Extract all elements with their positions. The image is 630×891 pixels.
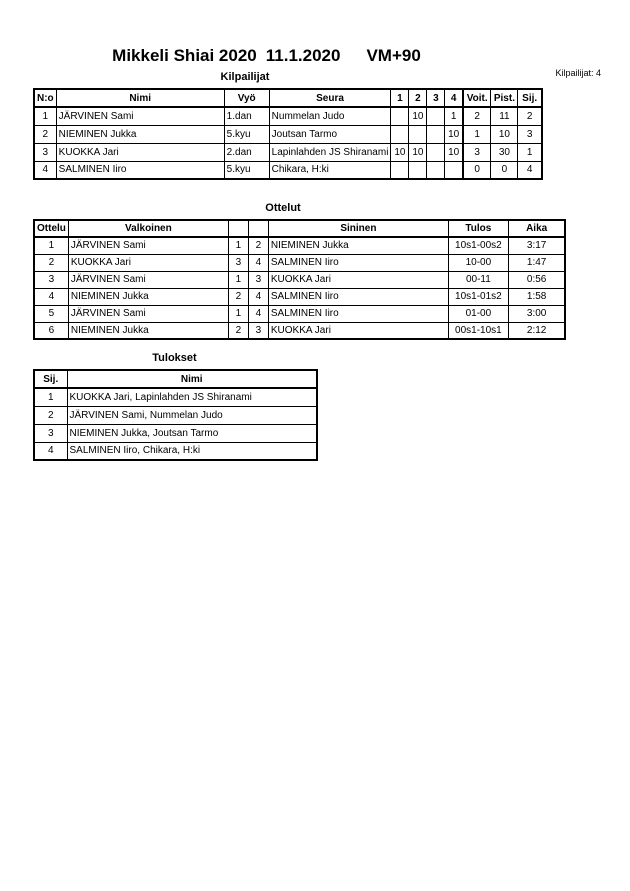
result-name: JÄRVINEN Sami, Nummelan Judo: [67, 406, 317, 424]
competitor-place: 2: [518, 107, 542, 125]
matches-heading: Ottelut: [265, 202, 301, 214]
competitor-place: 1: [518, 143, 542, 161]
header-name: Nimi: [56, 89, 224, 107]
competitor-name: SALMINEN Iiro: [56, 161, 224, 179]
result-place: 2: [34, 406, 67, 424]
header-white-no: [228, 220, 248, 237]
result-vs-2: [409, 125, 427, 143]
match-time: 1:58: [508, 288, 565, 305]
competitor-name: KUOKKA Jari: [56, 143, 224, 161]
blue-name: KUOKKA Jari: [268, 271, 448, 288]
match-number: 1: [34, 237, 68, 254]
page-title: [33, 0, 500, 66]
result-row: [34, 406, 317, 424]
blue-name: SALMINEN Iiro: [268, 254, 448, 271]
white-number: 1: [228, 237, 248, 254]
competitor-belt: 5.kyu: [224, 125, 269, 143]
match-time: 2:12: [508, 322, 565, 339]
blue-name: KUOKKA Jari: [268, 322, 448, 339]
competitor-row: [34, 125, 542, 143]
competitor-club: Nummelan Judo: [269, 107, 391, 125]
match-result: 00s1-10s1: [448, 322, 508, 339]
blue-number: 4: [248, 254, 268, 271]
white-name: KUOKKA Jari: [68, 254, 228, 271]
match-result: 10-00: [448, 254, 508, 271]
result-place: 1: [34, 388, 67, 406]
match-row: [34, 288, 565, 305]
header-opp-2: 2: [409, 89, 427, 107]
result-row: [34, 442, 317, 460]
result-vs-1: [391, 125, 409, 143]
header-result: Tulos: [448, 220, 508, 237]
competitor-number: 1: [34, 107, 56, 125]
title-date: 11.1.2020: [265, 46, 341, 65]
white-name: JÄRVINEN Sami: [68, 305, 228, 322]
result-vs-4: 10: [445, 143, 463, 161]
header-belt: Vyö: [224, 89, 269, 107]
competitor-name: JÄRVINEN Sami: [56, 107, 224, 125]
competitors-header-row: [34, 89, 542, 107]
result-vs-4: 1: [445, 107, 463, 125]
competitor-points: 11: [491, 107, 518, 125]
match-row: [34, 254, 565, 271]
competitor-row: [34, 107, 542, 125]
competitors-section: [33, 71, 630, 180]
blue-number: 2: [248, 237, 268, 254]
competitor-place: 3: [518, 125, 542, 143]
result-place: 3: [34, 424, 67, 442]
competitor-wins: 3: [463, 143, 491, 161]
header-wins: Voit.: [463, 89, 491, 107]
white-number: 1: [228, 271, 248, 288]
blue-number: 4: [248, 305, 268, 322]
competitor-place: 4: [518, 161, 542, 179]
header-club: Seura: [269, 89, 391, 107]
competitor-points: 30: [491, 143, 518, 161]
result-vs-3: [427, 143, 445, 161]
results-header-row: [34, 370, 317, 388]
competitor-points: 0: [491, 161, 518, 179]
header-place: Sij.: [34, 370, 67, 388]
competitor-row: [34, 143, 542, 161]
title-category: VM+90: [366, 46, 421, 65]
match-result: 01-00: [448, 305, 508, 322]
header-opp-1: 1: [391, 89, 409, 107]
result-name: SALMINEN Iiro, Chikara, H:ki: [67, 442, 317, 460]
matches-table: [33, 219, 566, 340]
header-place: Sij.: [518, 89, 542, 107]
white-name: JÄRVINEN Sami: [68, 271, 228, 288]
result-row: [34, 424, 317, 442]
white-name: NIEMINEN Jukka: [68, 322, 228, 339]
match-result: 10s1-01s2: [448, 288, 508, 305]
white-name: JÄRVINEN Sami: [68, 237, 228, 254]
match-number: 3: [34, 271, 68, 288]
header-blue-no: [248, 220, 268, 237]
result-place: 4: [34, 442, 67, 460]
header-opp-4: 4: [445, 89, 463, 107]
match-row: [34, 271, 565, 288]
competitor-number: 2: [34, 125, 56, 143]
competitor-club: Lapinlahden JS Shiranami: [269, 143, 391, 161]
white-number: 3: [228, 254, 248, 271]
match-row: [34, 237, 565, 254]
white-number: 2: [228, 322, 248, 339]
matches-section: [33, 202, 630, 340]
match-time: 0:56: [508, 271, 565, 288]
match-number: 6: [34, 322, 68, 339]
competitor-wins: 0: [463, 161, 491, 179]
competitor-belt: 5.kyu: [224, 161, 269, 179]
result-vs-2: 10: [409, 107, 427, 125]
result-name: KUOKKA Jari, Lapinlahden JS Shiranami: [67, 388, 317, 406]
header-name: Nimi: [67, 370, 317, 388]
match-row: [34, 305, 565, 322]
competitor-number: 3: [34, 143, 56, 161]
results-section: [33, 352, 630, 461]
blue-number: 4: [248, 288, 268, 305]
blue-number: 3: [248, 271, 268, 288]
white-number: 2: [228, 288, 248, 305]
competitor-belt: 2.dan: [224, 143, 269, 161]
match-row: [34, 322, 565, 339]
header-white: Valkoinen: [68, 220, 228, 237]
header-time: Aika: [508, 220, 565, 237]
competitor-belt: 1.dan: [224, 107, 269, 125]
header-blue: Sininen: [268, 220, 448, 237]
competitor-club: Joutsan Tarmo: [269, 125, 391, 143]
white-name: NIEMINEN Jukka: [68, 288, 228, 305]
results-heading: Tulokset: [152, 352, 197, 364]
header-match: Ottelu: [34, 220, 68, 237]
result-vs-3: [427, 107, 445, 125]
competitors-heading: Kilpailijat: [220, 71, 270, 83]
match-time: 3:17: [508, 237, 565, 254]
result-vs-4: 10: [445, 125, 463, 143]
match-result: 10s1-00s2: [448, 237, 508, 254]
blue-name: SALMINEN Iiro: [268, 305, 448, 322]
competitor-wins: 1: [463, 125, 491, 143]
results-table: [33, 369, 318, 461]
competitor-name: NIEMINEN Jukka: [56, 125, 224, 143]
result-vs-1: [391, 161, 409, 179]
title-event: Mikkeli Shiai 2020: [112, 46, 257, 65]
match-time: 3:00: [508, 305, 565, 322]
header-points: Pist.: [491, 89, 518, 107]
match-result: 00-11: [448, 271, 508, 288]
match-number: 5: [34, 305, 68, 322]
competitor-row: [34, 161, 542, 179]
result-vs-1: 10: [391, 143, 409, 161]
blue-name: NIEMINEN Jukka: [268, 237, 448, 254]
result-vs-2: [409, 161, 427, 179]
result-vs-2: 10: [409, 143, 427, 161]
competitors-table: [33, 88, 543, 180]
result-row: [34, 388, 317, 406]
result-vs-3: [427, 161, 445, 179]
competitor-points: 10: [491, 125, 518, 143]
header-opp-3: 3: [427, 89, 445, 107]
blue-number: 3: [248, 322, 268, 339]
match-time: 1:47: [508, 254, 565, 271]
match-number: 4: [34, 288, 68, 305]
result-name: NIEMINEN Jukka, Joutsan Tarmo: [67, 424, 317, 442]
result-vs-3: [427, 125, 445, 143]
match-number: 2: [34, 254, 68, 271]
matches-header-row: [34, 220, 565, 237]
competitor-wins: 2: [463, 107, 491, 125]
blue-name: SALMINEN Iiro: [268, 288, 448, 305]
result-vs-4: [445, 161, 463, 179]
competitor-count-label: Kilpailijat: 4: [555, 68, 601, 78]
white-number: 1: [228, 305, 248, 322]
competitor-number: 4: [34, 161, 56, 179]
result-vs-1: [391, 107, 409, 125]
competitor-club: Chikara, H:ki: [269, 161, 391, 179]
header-no: N:o: [34, 89, 56, 107]
